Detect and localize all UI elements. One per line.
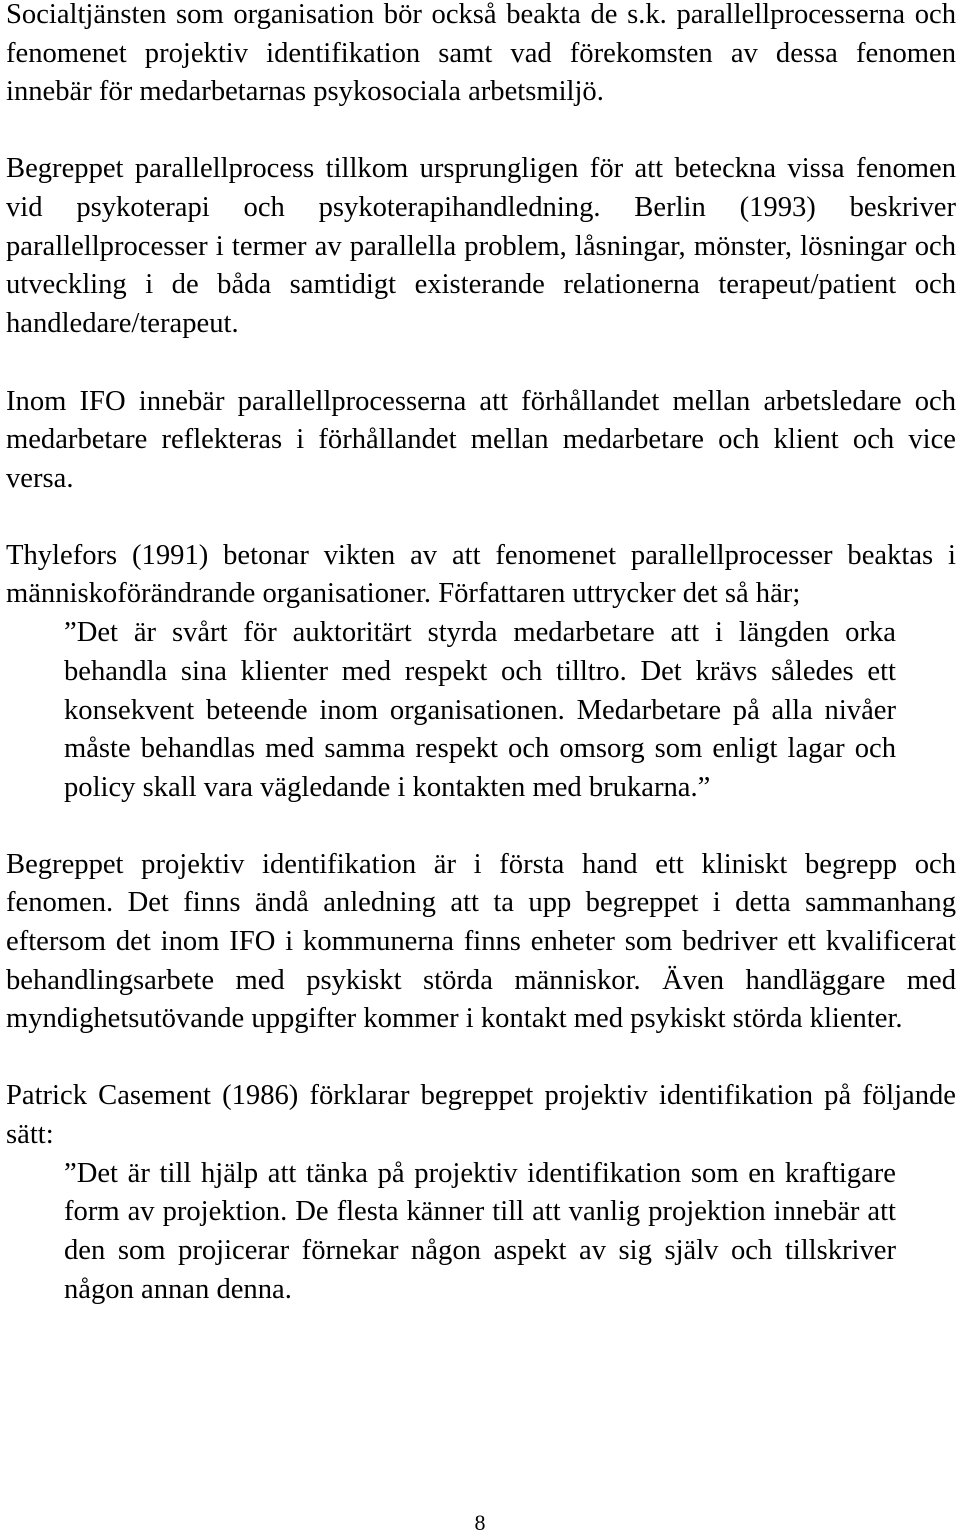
block-quote: ”Det är till hjälp att tänka på projektiv identifikation som en kraftigare form av projektion. De flesta känner till att vanlig projektion innebär att den som projicerar förnekar någon aspekt av sig själv och tillskriver någon annan denna. xyxy=(64,1157,896,1305)
page-number: 8 xyxy=(474,1510,486,1535)
block-quote: ”Det är svårt för auktoritärt styrda medarbetare att i längden orka behandla sina klienter med respekt och tilltro. Det krävs således ett konsekvent beteende inom organisationen. Medarbetare på alla nivåer måste behandlas med samma respekt och omsorg som enligt lagar och policy skall vara vägledande i kontakten med brukarna.” xyxy=(64,617,896,803)
document-page xyxy=(6,0,956,1309)
paragraph: Begreppet projektiv identifikation är i första hand ett kliniskt begrepp och fenomen. Det finns ändå anledning att ta upp begreppet i detta sammanhang eftersom det inom IFO i kommunerna finns enheter som bedriver ett kvalificerat behandlingsarbete med psykiskt störda människor. Även handläggare med myndighetsutövande uppgifter kommer i kontakt med psykiskt störda klienter. xyxy=(6,848,956,1035)
paragraph: Inom IFO innebär parallellprocesserna att förhållandet mellan arbetsledare och medarbetare reflekteras i förhållandet mellan medarbetare och klient och vice versa. xyxy=(6,385,956,495)
paragraph: Thylefors (1991) betonar vikten av att fenomenet parallellprocesser beaktas i människoförändrande organisationer. Författaren uttrycker det så här; xyxy=(6,539,956,610)
paragraph: Patrick Casement (1986) förklarar begreppet projektiv identifikation på följande sätt: xyxy=(6,1080,956,1150)
paragraph: Socialtjänsten som organisation bör också beakta de s.k. parallellprocesserna och fenomenet projektiv identifikation samt vad förekomsten av dessa fenomen innebär för medarbetarnas psykosociala arbetsmiljö. xyxy=(6,0,956,108)
paragraph: Begreppet parallellprocess tillkom ursprungligen för att beteckna vissa fenomen vid psykoterapi och psykoterapihandledning. Berlin (1993) beskriver parallellprocesser i termer av parallella problem, låsningar, mönster, lösningar och utveckling i de båda samtidigt existerande relationerna terapeut/patient och handledare/terapeut. xyxy=(6,153,956,339)
